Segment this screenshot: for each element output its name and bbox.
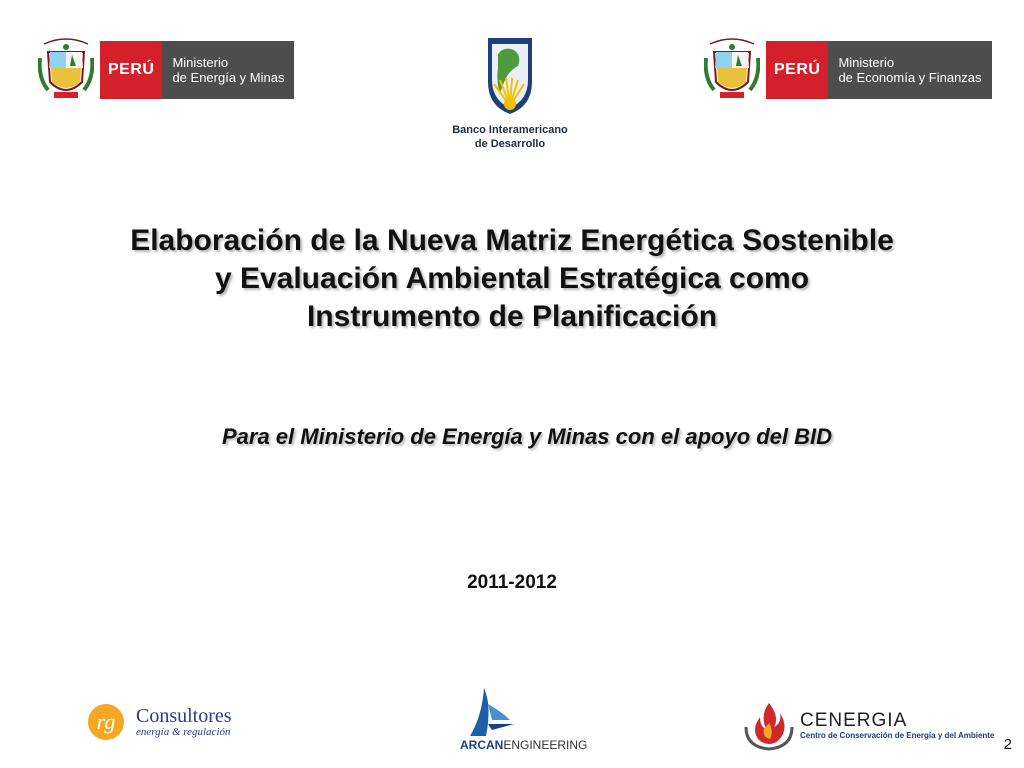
slide-title: [40, 222, 984, 336]
slide-subtitle: Para el Ministerio de Energía y Minas con el apoyo del BID: [221, 424, 833, 449]
ministry-name: [162, 41, 294, 99]
bid-logo: [440, 34, 580, 151]
ministry-economy-finance-logo: [704, 38, 992, 102]
bid-emblem-icon: [480, 34, 540, 116]
arcan-wordmark: [460, 738, 587, 752]
ministry-name: [828, 41, 991, 99]
ministry-line1: Ministerio: [172, 55, 229, 70]
title-line1: Elaboración de la Nueva Matriz Energética Sostenible: [130, 224, 894, 257]
peru-label: PERÚ: [100, 41, 162, 99]
ministry-line2: de Economía y Finanzas: [838, 70, 982, 85]
bid-name-line1: Banco Interamericano: [452, 124, 568, 136]
title-line3: Instrumento de Planificación: [306, 300, 718, 333]
title-line2: y Evaluación Ambiental Estratégica como: [214, 262, 810, 295]
cenergia-flame-icon: [742, 699, 796, 753]
ministry-line1: Ministerio: [838, 55, 895, 70]
page-number: 2: [1003, 736, 1012, 753]
project-years: 2011-2012: [467, 572, 557, 593]
rg-tagline: energía & regulación: [136, 725, 231, 738]
arcan-bold: ARCAN: [460, 738, 504, 752]
rg-consultores-logo: [86, 700, 232, 744]
cenergia-name: CENERGIA: [800, 710, 908, 731]
ministry-line2: de Energía y Minas: [172, 70, 285, 85]
rg-name: Consultores: [136, 704, 232, 727]
rg-mark-text: rg: [96, 709, 116, 734]
cenergia-subtitle: Centro de Conservación de Energía y del Ambiente: [800, 731, 995, 740]
ministry-energy-mines-logo: [38, 38, 294, 102]
peru-label: PERÚ: [766, 41, 828, 99]
rg-mark-icon: [86, 702, 130, 742]
arcan-sail-icon: [462, 686, 522, 738]
arcan-rest: ENGINEERING: [503, 738, 588, 752]
peru-coat-of-arms-icon: [38, 38, 94, 102]
cenergia-logo: [742, 698, 994, 754]
peru-coat-of-arms-icon: [704, 38, 760, 102]
bid-name-line2: de Desarrollo: [474, 138, 546, 150]
arcan-engineering-logo: [460, 686, 588, 752]
